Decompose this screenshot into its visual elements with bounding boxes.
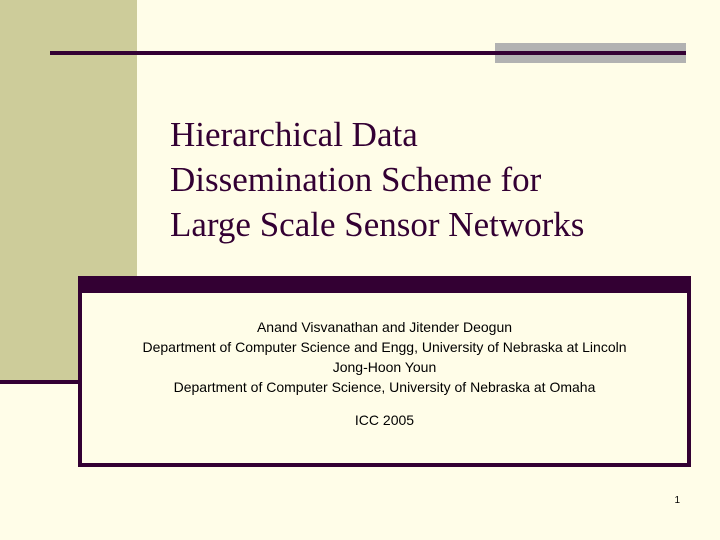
authors-affiliation-2: Department of Computer Science, University of Nebraska at Omaha: [173, 379, 596, 395]
slide-title: [170, 112, 700, 247]
title-line-2: Dissemination Scheme for: [170, 160, 542, 199]
title-line-1: Hierarchical Data: [170, 115, 418, 154]
spacer: [82, 397, 687, 410]
author-info-text: [82, 317, 687, 430]
top-rule-accent: [495, 51, 686, 55]
authors-names: Anand Visvanathan and Jitender Deogun: [256, 319, 513, 335]
authors-affiliation-1: Department of Computer Science and Engg, University of Nebraska at Lincoln: [142, 339, 627, 355]
author-info-box: [78, 276, 691, 467]
page-number: 1: [674, 495, 680, 506]
coauthor-name: Jong-Hoon Youn: [332, 359, 437, 375]
title-line-3: Large Scale Sensor Networks: [170, 205, 585, 244]
conference-label: ICC 2005: [354, 412, 415, 428]
